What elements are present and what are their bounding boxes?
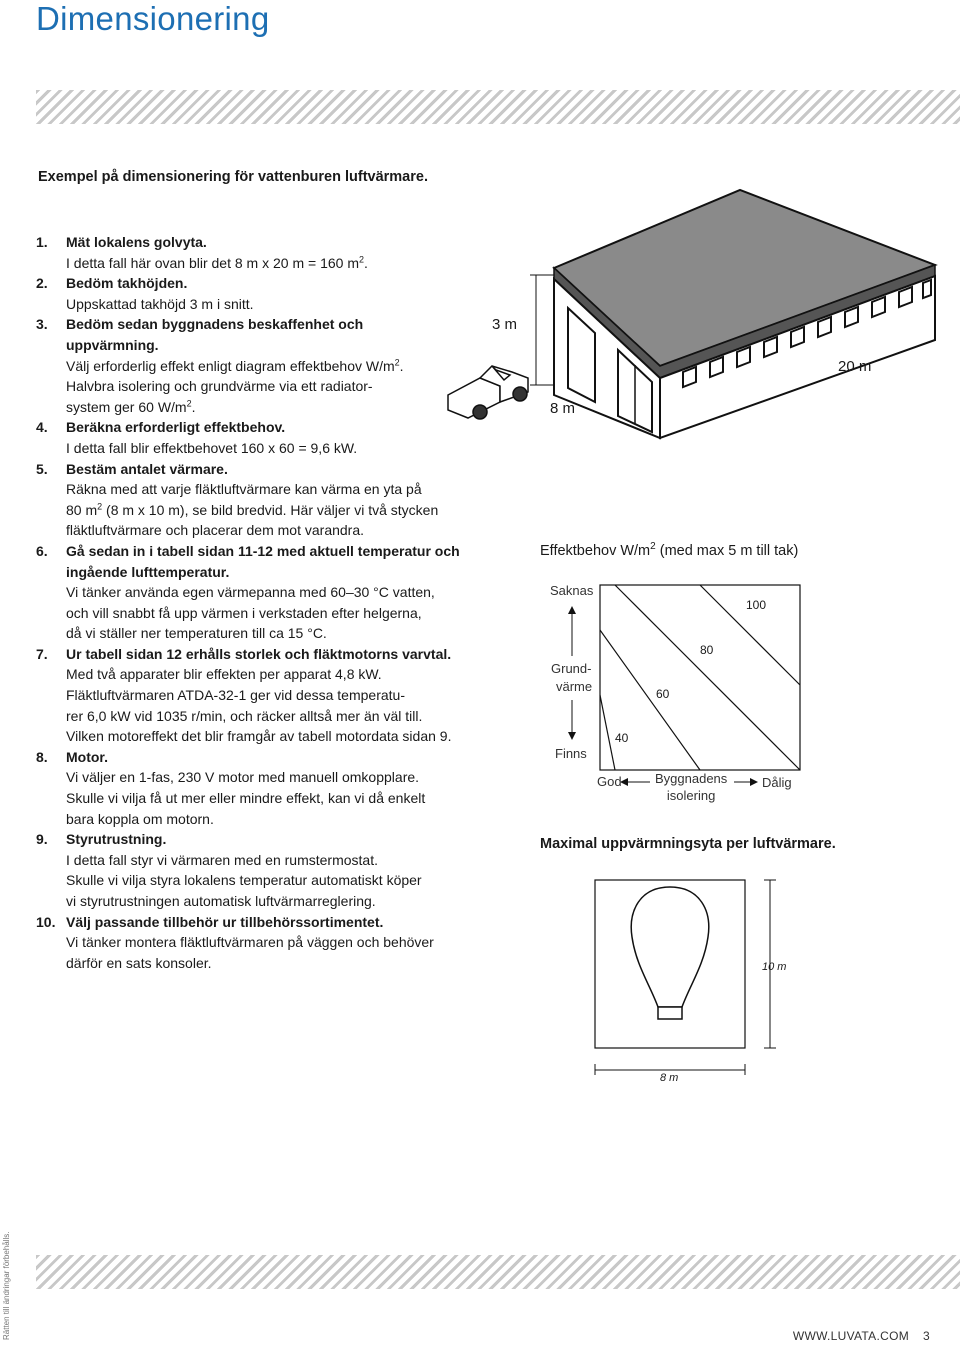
y-axis-top-label: Saknas xyxy=(550,583,594,598)
step-text: 80 $m^2$ (8 m x 10 m), se bild bredvid. Här väljer vi två stycken xyxy=(66,501,439,518)
step-text: system ger 60 $W/m^2$. xyxy=(66,398,196,415)
step-1 xyxy=(36,232,481,273)
step-text: I detta fall blir effektbehovet 160 x 60 = 9,6 kW. xyxy=(66,439,358,456)
header-hatch-band xyxy=(36,90,960,124)
step-6 xyxy=(36,541,481,644)
step-2 xyxy=(36,273,481,314)
steps-list xyxy=(36,232,481,973)
step-5 xyxy=(36,459,481,541)
step-text: då vi ställer ner temperaturen till ca 15 °C. xyxy=(66,625,327,642)
step-text: Med två apparater blir effekten per apparat 4,8 kW. xyxy=(66,666,382,683)
step-number: 3. xyxy=(36,316,48,333)
step-text: Räkna med att varje fläktluftvärmare kan värma en yta på xyxy=(66,481,422,498)
area-caption: Maximal uppvärmningsyta per luftvärmare. xyxy=(540,836,836,852)
step-number: 2. xyxy=(36,275,48,292)
step-text: Vilken motoreffekt det blir framgår av tabell motordata sidan 9. xyxy=(66,728,452,745)
step-text: Vi tänker använda egen värmepanna med 60–30 °C vatten, xyxy=(66,584,435,601)
step-title: Bedöm sedan byggnadens beskaffenhet och uppvärmning. xyxy=(66,316,364,353)
heater-unit xyxy=(658,1007,682,1019)
step-9 xyxy=(36,829,481,911)
heating-area-diagram xyxy=(590,875,820,1075)
step-4 xyxy=(36,417,481,458)
x-axis-mid-label: Byggnadens isolering xyxy=(655,771,728,803)
diagram-value-100: 100 xyxy=(746,598,767,612)
step-title: Gå sedan in i tabell sidan 11-12 med aktuell temperatur och ingående lufttemperatur. xyxy=(66,542,460,580)
step-number: 6. xyxy=(36,542,48,559)
area-length-label: 10 m xyxy=(762,961,787,973)
step-text: vi styrutrustningen automatisk luftvärmarreglering. xyxy=(66,893,376,909)
step-number: 7. xyxy=(36,645,48,662)
step-text: Skulle vi vilja styra lokalens temperatur automatiskt köper xyxy=(66,872,422,889)
truck-illustration xyxy=(448,366,528,419)
diagram-value-40: 40 xyxy=(615,731,629,745)
step-title: Mät lokalens golvyta. xyxy=(66,234,207,250)
step-title: Bedöm takhöjden. xyxy=(66,275,188,292)
step-7 xyxy=(36,644,481,747)
step-number: 1. xyxy=(36,234,48,250)
dimension-height-label: 3 m xyxy=(492,316,518,333)
step-number: 9. xyxy=(36,831,48,848)
step-text: I detta fall här ovan blir det 8 m x 20 m = 160 $m^2$. xyxy=(66,253,368,271)
building-illustration xyxy=(440,180,960,450)
y-axis-mid-label: Grund- värme xyxy=(551,661,593,694)
dimension-width-label: 8 m xyxy=(550,400,576,417)
step-text: rer 6,0 kW vid 1035 r/min, och räcker alltså mer än väl till. xyxy=(66,707,423,724)
page-number: 3 xyxy=(923,1329,930,1343)
step-text: bara koppla om motorn. xyxy=(66,810,214,827)
step-text: fläktluftvärmare och placerar dem mot varandra. xyxy=(66,522,365,539)
step-10 xyxy=(36,912,481,974)
step-text: Halvbra isolering och grundvärme via ett radiator- xyxy=(66,378,373,395)
step-title: Motor. xyxy=(66,748,108,765)
step-title: Styrutrustning. xyxy=(66,831,167,848)
step-8 xyxy=(36,747,481,829)
step-text: Vi tänker montera fläktluftvärmaren på väggen och behöver xyxy=(66,934,434,951)
step-number: 8. xyxy=(36,748,48,765)
step-text: Fläktluftvärmaren ATDA-32-1 ger vid dessa temperatu- xyxy=(66,687,405,704)
x-axis-right-label: Dålig xyxy=(762,775,792,790)
step-text: därför en sats konsoler. xyxy=(66,954,212,971)
intro-heading: Exempel på dimensionering för vattenburen luftvärmare. xyxy=(38,169,428,185)
footer xyxy=(793,1329,930,1343)
step-number: 5. xyxy=(36,460,48,477)
effekt-diagram-title: Effektbehov $W/m^2$ (med max 5 m till tak) xyxy=(540,541,799,559)
step-text: och vill snabbt få upp värmen i verkstaden efter helgerna, xyxy=(66,604,422,621)
step-text: Uppskattad takhöjd 3 m i snitt. xyxy=(66,295,254,312)
step-text: Skulle vi vilja få ut mer eller mindre effekt, kan vi då enkelt xyxy=(66,790,426,807)
step-number: 10. xyxy=(36,913,56,930)
footer-hatch-band xyxy=(36,1255,960,1289)
dimension-length-label: 20 m xyxy=(838,358,872,375)
step-text: Vi väljer en 1-fas, 230 V motor med manuell omkopplare. xyxy=(66,769,420,786)
step-title: Ur tabell sidan 12 erhålls storlek och fläktmotorns varvtal. xyxy=(66,645,452,662)
footer-url[interactable]: WWW.LUVATA.COM xyxy=(792,1329,910,1343)
step-number: 4. xyxy=(36,419,48,436)
step-title: Välj passande tillbehör ur tillbehörssortimentet. xyxy=(66,913,384,930)
y-axis-bottom-label: Finns xyxy=(555,746,587,761)
step-text: I detta fall styr vi värmaren med en rumstermostat. xyxy=(66,851,378,868)
step-3 xyxy=(36,314,481,417)
area-width-label: 8 m xyxy=(660,1072,679,1084)
effekt-grid-box xyxy=(600,585,800,770)
side-note: Rätten till ändringar förbehålls. xyxy=(2,1231,11,1340)
page-title: Dimensionering xyxy=(36,0,270,37)
diagram-value-60: 60 xyxy=(656,687,670,701)
step-title: Bestäm antalet värmare. xyxy=(66,460,228,477)
step-text: Välj erforderlig effekt enligt diagram effektbehov $W/m^2$. xyxy=(66,356,404,374)
step-title: Beräkna erforderligt effektbehov. xyxy=(66,419,286,436)
diagram-value-80: 80 xyxy=(700,643,714,657)
x-axis-left-label: God xyxy=(597,774,622,789)
